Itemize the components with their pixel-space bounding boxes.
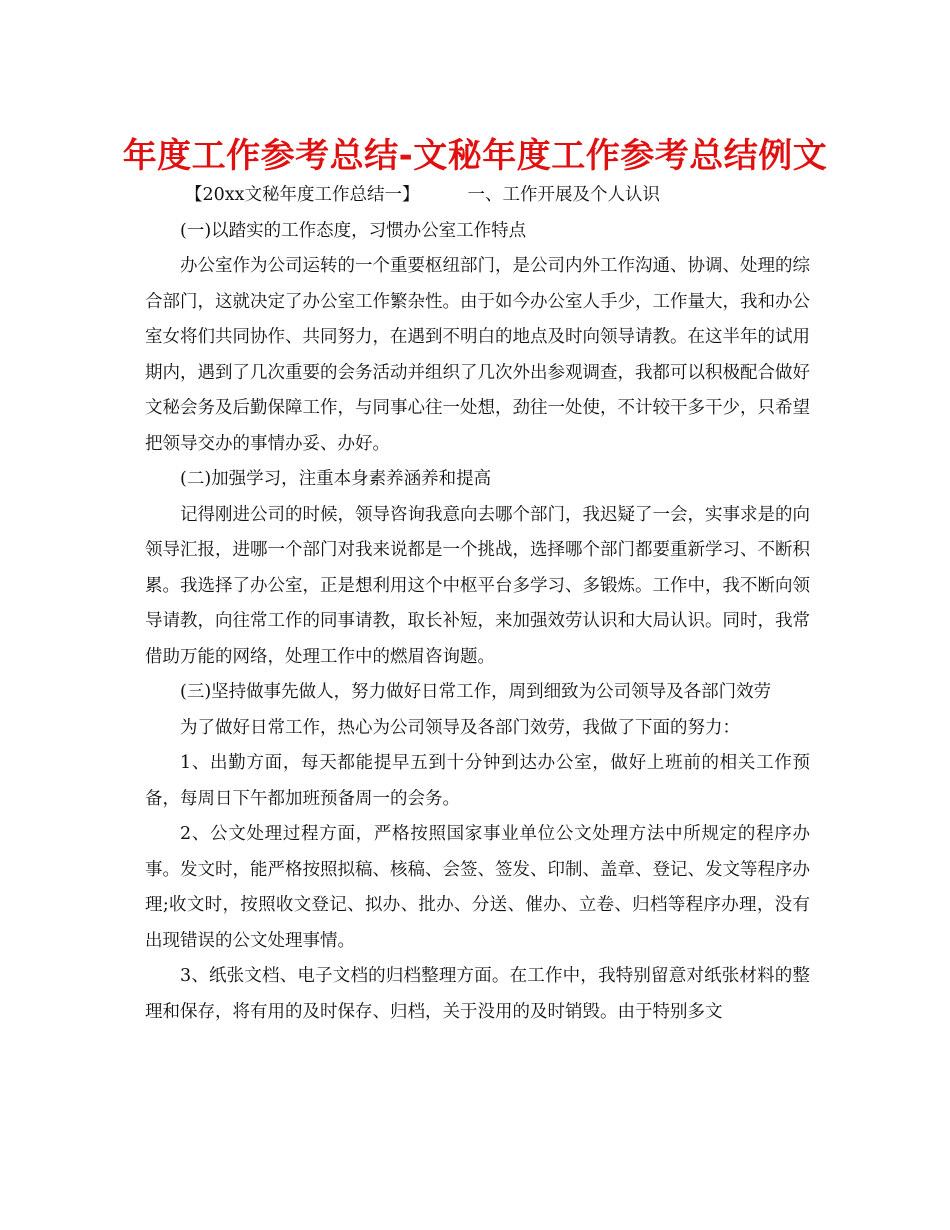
paragraph-3: 为了做好日常工作，热心为公司领导及各部门效劳，我做了下面的努力： (180, 717, 740, 738)
list-item-1: 1、出勤方面，每天都能提早五到十分钟到达办公室，做好上班前的相关工作预备，每周日下午都加班预备周一的会务。 (145, 753, 810, 809)
intro-line (145, 178, 810, 214)
section-heading: 一、工作开展及个人认识 (467, 185, 661, 205)
subheading-3: (三)坚持做事先做人，努力做好日常工作，周到细致为公司领导及各部门效劳 (180, 682, 772, 702)
intro-label: 【20xx文秘年度工作总结一】 (185, 185, 420, 205)
paragraph-2: 记得刚进公司的时候，领导咨询我意向去哪个部门，我迟疑了一会，实事求是的向领导汇报，进哪一个部门对我来说都是一个挑战，选择哪个部门都要重新学习、不断积累。我选择了办公室，正是想利用这个中枢平台多学习、多锻炼。工作中，我不断向领导请教，向往常工作的同事请教，取长补短，来加强效劳认识和大局认识。同时，我常借助万能的网络，处理工作中的燃眉咨询题。 (145, 504, 810, 667)
subheading-2: (二)加强学习，注重本身素养涵养和提高 (180, 469, 492, 489)
paragraph-1: 办公室作为公司运转的一个重要枢纽部门，是公司内外工作沟通、协调、处理的综合部门，这就决定了办公室工作繁杂性。由于如今办公室人手少，工作量大，我和办公室女将们共同协作、共同努力，在遇到不明白的地点及时向领导请教。在这半年的试用期内，遇到了几次重要的会务活动并组织了几次外出参观调查，我都可以积极配合做好文秘会务及后勤保障工作，与同事心往一处想，劲往一处使，不计较干多干少，只希望把领导交办的事情办妥、办好。 (145, 256, 810, 454)
document-body (145, 178, 810, 1030)
subheading-1: (一)以踏实的工作态度，习惯办公室工作特点 (180, 220, 527, 241)
document-title: 年度工作参考总结-文秘年度工作参考总结例文 (122, 136, 828, 176)
list-item-3: 3、纸张文档、电子文档的归档整理方面。在工作中，我特别留意对纸张材料的整理和保存，将有用的及时保存、归档，关于没用的及时销毁。由于特别多文 (145, 966, 810, 1022)
list-item-2: 2、公文处理过程方面，严格按照国家事业单位公文处理方法中所规定的程序办事。发文时，能严格按照拟稿、核稿、会签、签发、印制、盖章、登记、发文等程序办理;收文时，按照收文登记、拟办、批办、分送、催办、立卷、归档等程序办理，没有出现错误的公文处理事情。 (145, 824, 810, 951)
